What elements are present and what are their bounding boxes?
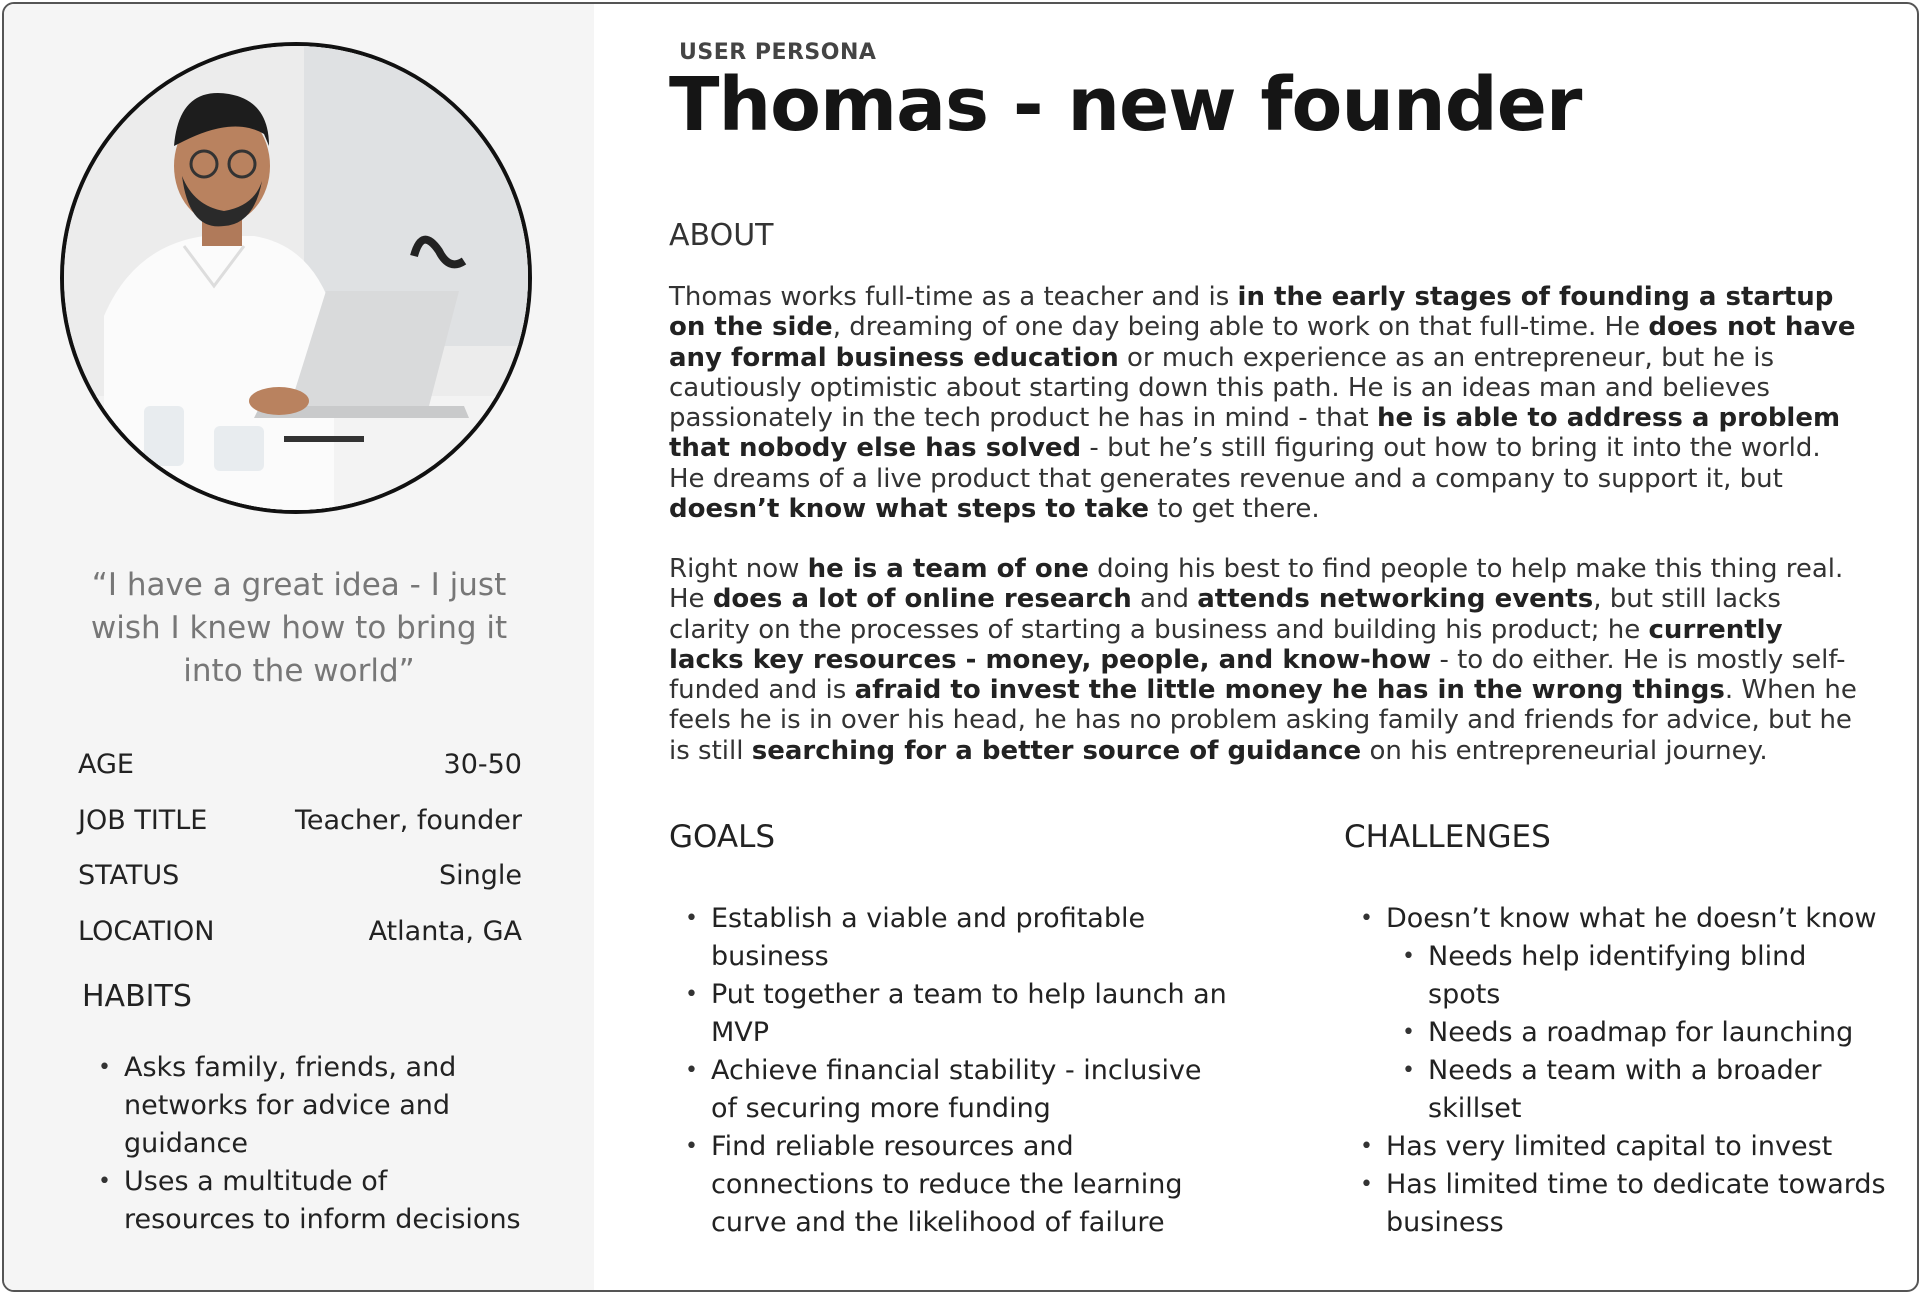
body-text: or much experience as an entrepreneur, but he is cautiously optimistic about starting down this path. He is an ideas man and believes passionately in the tech product he has in mind - that	[669, 342, 1775, 434]
body-text: and	[1131, 584, 1198, 615]
fact-label: JOB TITLE	[78, 804, 208, 836]
challenges-heading: CHALLENGES	[1344, 819, 1551, 855]
persona-tag: USER PERSONA	[679, 40, 877, 65]
goal-item: • Find reliable resources and connections to reduce the learning curve and the likelihood of failure	[711, 1128, 1231, 1242]
fact-label: AGE	[78, 749, 134, 780]
challenge-subitem: • Needs a roadmap for launching	[1428, 1014, 1886, 1052]
fact-row	[78, 749, 522, 805]
body-text: doing his best to find people to help make this thing real. He	[669, 554, 1844, 615]
challenge-item	[1386, 1166, 1886, 1242]
fact-value: Atlanta, GA	[368, 915, 522, 947]
body-text: . When he feels he is in over his head, he has no problem asking family and friends for advice, but he is still	[669, 675, 1857, 766]
fact-value: Teacher, founder	[295, 804, 522, 836]
habits-heading: HABITS	[82, 979, 192, 1014]
fact-value: Single	[438, 860, 522, 891]
challenge-item	[1386, 900, 1886, 938]
body-text: Thomas works full-time as a teacher and is	[669, 282, 1238, 312]
challenge-text: Doesn’t know what he doesn’t know	[1386, 903, 1877, 934]
challenge-subitem: • Needs a team with a broader skillset	[1428, 1052, 1886, 1128]
emphasis-text: searching for a better source of guidance	[751, 735, 1362, 766]
avatar-photo	[60, 42, 532, 514]
about-heading: ABOUT	[669, 218, 774, 253]
fact-row	[78, 805, 522, 861]
emphasis-text: afraid to invest the little money he has in the wrong things	[854, 675, 1725, 706]
persona-facts	[78, 749, 522, 971]
body-text: - but he’s still figuring out how to bring it into the world. He dreams of a live product that generates revenue and a company to support it, but	[669, 433, 1821, 494]
emphasis-text: attends networking events	[1197, 584, 1594, 615]
persona-sidebar	[4, 4, 594, 1290]
emphasis-text: does a lot of online research	[712, 584, 1132, 615]
body-text: , but still lacks clarity on the processes of starting a business and building his product; he	[669, 584, 1781, 645]
habit-item: • Uses a multitude of resources to inform decisions	[124, 1163, 524, 1239]
about-paragraph-2	[669, 554, 1864, 766]
fact-value: 30-50	[443, 749, 522, 780]
habit-item: • Asks family, friends, and networks for advice and guidance	[124, 1049, 524, 1163]
goals-heading: GOALS	[669, 819, 776, 855]
goal-item: • Achieve financial stability - inclusive of securing more funding	[711, 1052, 1231, 1128]
body-text: to get there.	[1148, 494, 1320, 525]
about-paragraph-1	[669, 282, 1864, 524]
emphasis-text: he is able to address a problem that nobody else has solved	[669, 403, 1841, 464]
emphasis-text: doesn’t know what steps to take	[669, 494, 1149, 525]
challenges-list	[1386, 900, 1886, 1242]
persona-card	[2, 2, 1919, 1292]
challenge-subitem: • Needs help identifying blind spots	[1428, 938, 1886, 1014]
emphasis-text: in the early stages of founding a startup on the side	[669, 282, 1834, 343]
persona-name: Thomas - new founder	[669, 62, 1582, 148]
fact-row	[78, 860, 522, 916]
persona-quote: “I have a great idea - I just wish I knew how to bring it into the world”	[90, 567, 508, 689]
challenge-text: Has limited time to dedicate towards business	[1386, 1169, 1886, 1238]
emphasis-text: does not have any formal business education	[669, 312, 1856, 373]
emphasis-text: currently lacks key resources - money, people, and know-how	[669, 614, 1783, 675]
fact-label: STATUS	[78, 860, 180, 891]
fact-row	[78, 916, 522, 972]
goals-list	[711, 900, 1231, 1242]
emphasis-text: he is a team of one	[807, 554, 1089, 584]
body-text: on his entrepreneurial journey.	[1361, 735, 1768, 766]
body-text: , dreaming of one day being able to work on that full-time. He	[832, 312, 1649, 343]
challenge-item	[1386, 1128, 1886, 1166]
goal-item: • Put together a team to help launch an MVP	[711, 976, 1231, 1052]
challenge-text: Has very limited capital to invest	[1386, 1131, 1833, 1162]
challenge-sublist	[1386, 938, 1886, 1128]
fact-label: LOCATION	[78, 915, 215, 947]
man-at-laptop-illustration	[64, 46, 528, 510]
body-text: Right now	[669, 554, 808, 584]
habits-list	[124, 1049, 524, 1239]
goal-item: • Establish a viable and profitable business	[711, 900, 1231, 976]
body-text: - to do either. He is mostly self-funded and is	[669, 644, 1846, 706]
